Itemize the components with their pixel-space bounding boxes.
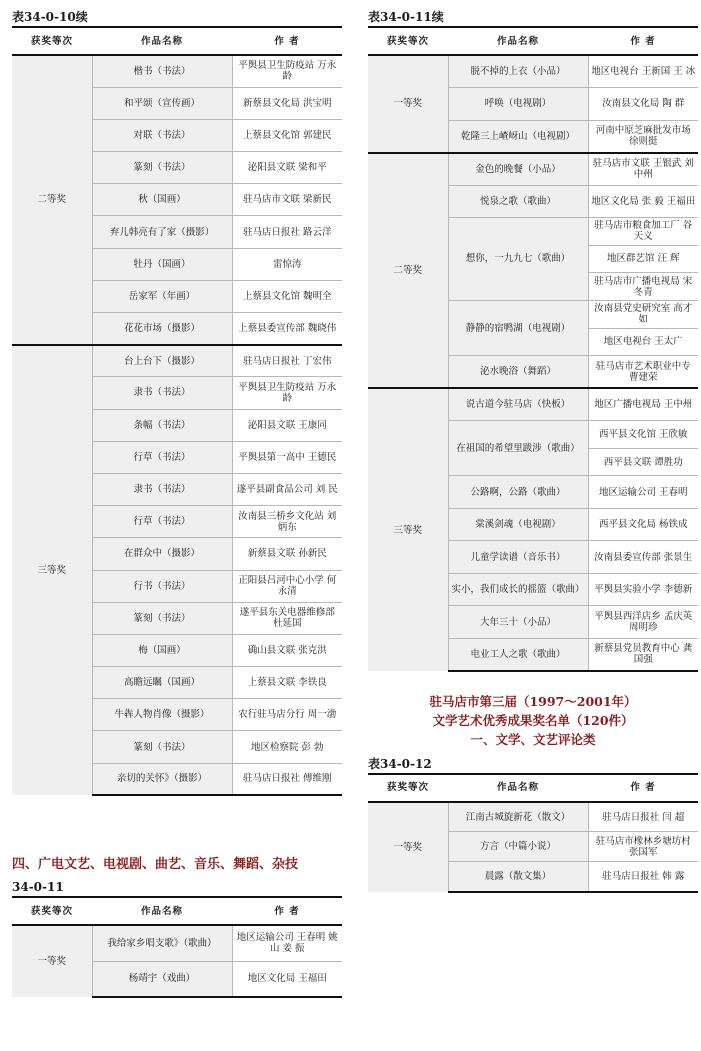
- work-title-cell: 岳家军（年画）: [92, 280, 232, 312]
- author-cell: 地区电视台 王太广: [588, 328, 698, 356]
- author-cell: 地区广播电视局 王中州: [588, 388, 698, 421]
- header-award-level: 获奖等次: [368, 774, 448, 802]
- work-title-cell: 篆刻（书法）: [92, 602, 232, 634]
- author-cell: 平舆县卫生防疫站 万永龄: [232, 55, 342, 87]
- author-cell: 上蔡县文化馆 郭建民: [232, 119, 342, 151]
- work-title-cell: 花花市场（摄影）: [92, 313, 232, 345]
- author-cell: 地区群艺馆 汪 辉: [588, 245, 698, 273]
- author-cell: 遂平县东关电器维修部 杜延国: [232, 602, 342, 634]
- work-title-cell: 公路啊，公路（歌曲）: [448, 476, 588, 509]
- author-cell: 遂平县副食品公司 刘 民: [232, 473, 342, 505]
- work-title-cell: 金色的晚餐（小品）: [448, 153, 588, 186]
- work-title-cell: 弃儿韩亮有了家（摄影）: [92, 216, 232, 248]
- header-work-title: 作品名称: [448, 774, 588, 802]
- work-title-cell: 行书（书法）: [92, 570, 232, 602]
- work-title-cell: 梅（国画）: [92, 634, 232, 666]
- work-title-cell: 我给家乡唱支歌》（歌曲）: [92, 925, 232, 961]
- work-title-cell: 条幅（书法）: [92, 409, 232, 441]
- author-cell: 西平县文化局 杨铁成: [588, 508, 698, 541]
- table-header-row: [12, 27, 342, 55]
- work-title-cell: 在群众中（摄影）: [92, 538, 232, 570]
- award-level-cell: 三等奖: [12, 345, 92, 796]
- work-title-cell: 儿童学读谱（音乐书）: [448, 541, 588, 574]
- header-work-title: 作品名称: [92, 897, 232, 925]
- author-cell: 汝南县党史研究室 高才如: [588, 300, 698, 328]
- author-cell: 汝南县文化局 陶 群: [588, 88, 698, 121]
- author-cell: 地区检察院 彭 勃: [232, 731, 342, 763]
- author-cell: 汝南县委宣传部 张景生: [588, 541, 698, 574]
- author-cell: 驻马店市粮食加工厂 谷天义: [588, 218, 698, 246]
- award-list-title-line1: 驻马店市第三届（1997～2001年）: [429, 693, 637, 709]
- work-title-cell: 牡丹（国画）: [92, 248, 232, 280]
- author-cell: 驻马店市文联 梁新民: [232, 184, 342, 216]
- award-list-title-line2: 文学艺术优秀成果奖名单（120件）: [432, 712, 634, 728]
- author-cell: 地区文化局 王福田: [232, 961, 342, 997]
- work-title-cell: 静静的宿鸭湖（电视剧）: [448, 300, 588, 355]
- award-table-34-0-11: [12, 896, 342, 998]
- author-cell: 驻马店日报社 丁宏伟: [232, 345, 342, 377]
- work-title-cell: 电业工人之歌（歌曲）: [448, 638, 588, 671]
- table-header-row: [368, 27, 698, 55]
- author-cell: 平舆县实验小学 李德新: [588, 573, 698, 606]
- header-award-level: 获奖等次: [12, 897, 92, 925]
- work-title-cell: 悦泉之歌（歌曲）: [448, 185, 588, 218]
- work-title-cell: 杨靖宇（戏曲）: [92, 961, 232, 997]
- work-title-cell: 说古道今驻马店（快板）: [448, 388, 588, 421]
- work-title-cell: 呼唤（电视剧）: [448, 88, 588, 121]
- award-level-cell: 一等奖: [368, 55, 448, 153]
- work-title-cell: 江南古城旋新花（散文）: [448, 802, 588, 832]
- table-header-row: [12, 897, 342, 925]
- work-title-cell: 对联（书法）: [92, 119, 232, 151]
- work-title-cell: 想你，一九九七（歌曲）: [448, 218, 588, 301]
- author-cell: 地区运输公司 王春明 姚 山 姜 振: [232, 925, 342, 961]
- author-cell: 地区文化局 张 毅 王福田: [588, 185, 698, 218]
- header-author: 作 者: [232, 27, 342, 55]
- table-caption-34-0-12: 表34-0-12: [368, 756, 432, 771]
- work-title-cell: 篆刻（书法）: [92, 731, 232, 763]
- header-author: 作 者: [588, 774, 698, 802]
- author-cell: 驻马店市橡林乡塘坊村 张国军: [588, 832, 698, 862]
- author-cell: 泌阳县文联 梁和平: [232, 152, 342, 184]
- author-cell: 农行驻马店分行 周一渤: [232, 699, 342, 731]
- work-title-cell: 和平颂（宣传画）: [92, 87, 232, 119]
- work-title-cell: 牛犇人物肖像（摄影）: [92, 699, 232, 731]
- right-column: [368, 0, 698, 893]
- award-level-cell: 三等奖: [368, 388, 448, 671]
- work-title-cell: 秋（国画）: [92, 184, 232, 216]
- work-title-cell: 在祖国的希望里跋涉（歌曲）: [448, 421, 588, 476]
- table-row: [12, 55, 342, 87]
- award-level-cell: 一等奖: [368, 802, 448, 892]
- author-cell: 平舆县第一高中 王德民: [232, 441, 342, 473]
- author-cell: 新蔡县文联 孙新民: [232, 538, 342, 570]
- work-title-cell: 行草（书法）: [92, 441, 232, 473]
- award-level-cell: 二等奖: [368, 153, 448, 389]
- header-award-level: 获奖等次: [12, 27, 92, 55]
- work-title-cell: 晨露（散文集）: [448, 862, 588, 892]
- work-title-cell: 篆刻（书法）: [92, 152, 232, 184]
- author-cell: 西平县文化馆 王欣敏: [588, 421, 698, 449]
- author-cell: 地区运输公司 王春明: [588, 476, 698, 509]
- author-cell: 新蔡县党员教育中心 龚国强: [588, 638, 698, 671]
- table-caption-34-0-11-cont: 表34-0-11续: [368, 10, 444, 24]
- work-title-cell: 大年三十（小品）: [448, 606, 588, 639]
- work-title-cell: 隶书（书法）: [92, 473, 232, 505]
- table-row: [368, 388, 698, 421]
- work-title-cell: 方言（中篇小说）: [448, 832, 588, 862]
- author-cell: 泌阳县文联 王康同: [232, 409, 342, 441]
- work-title-cell: 隶书（书法）: [92, 377, 232, 409]
- work-title-cell: 行草（书法）: [92, 506, 232, 538]
- work-title-cell: 脱不掉的上衣（小品）: [448, 55, 588, 88]
- author-cell: 平舆县西洋店乡 孟庆英 周明珍: [588, 606, 698, 639]
- award-table-34-0-10-cont: [12, 26, 342, 796]
- author-cell: 上蔡县委宣传部 魏晓伟: [232, 313, 342, 345]
- award-table-34-0-11-cont: [368, 26, 698, 672]
- table-row: [368, 153, 698, 186]
- table-row: [12, 345, 342, 377]
- award-list-title-line3: 一、文学、文艺评论类: [470, 731, 596, 747]
- award-table-34-0-12: [368, 773, 698, 893]
- work-title-cell: 楷书（书法）: [92, 55, 232, 87]
- author-cell: 驻马店市艺术职业中专 曹建荣: [588, 356, 698, 389]
- table-caption-34-0-11: 34-0-11: [12, 880, 64, 894]
- work-title-cell: 亲切的关怀》（摄影）: [92, 763, 232, 795]
- table-header-row: [368, 774, 698, 802]
- author-cell: 驻马店日报社 闫 超: [588, 802, 698, 832]
- work-title-cell: 乾隆三上嵖岈山（电视剧）: [448, 120, 588, 153]
- work-title-cell: 台上台下（摄影）: [92, 345, 232, 377]
- author-cell: 新蔡县文化局 洪宝明: [232, 87, 342, 119]
- author-cell: 驻马店日报社 傅维刚: [232, 763, 342, 795]
- table-row: [368, 55, 698, 88]
- award-level-cell: 一等奖: [12, 925, 92, 997]
- author-cell: 正阳县吕河中心小学 何永清: [232, 570, 342, 602]
- table-caption-34-0-10-cont: 表34-0-10续: [12, 10, 88, 24]
- author-cell: 驻马店市文联 王银武 刘中州: [588, 153, 698, 186]
- author-cell: 汝南县三桥乡文化站 刘炳东: [232, 506, 342, 538]
- author-cell: 河南中原芝麻批发市场 徐则挺: [588, 120, 698, 153]
- author-cell: 地区电视台 王新国 王 冰: [588, 55, 698, 88]
- left-column: [12, 0, 342, 796]
- header-author: 作 者: [588, 27, 698, 55]
- work-title-cell: 泌水晚浴（舞蹈）: [448, 356, 588, 389]
- header-award-level: 获奖等次: [368, 27, 448, 55]
- author-cell: 确山县文联 张克洪: [232, 634, 342, 666]
- author-cell: 平舆县卫生防疫站 万永龄: [232, 377, 342, 409]
- work-title-cell: 高瞻远瞩（国画）: [92, 667, 232, 699]
- author-cell: 雷惊涛: [232, 248, 342, 280]
- section-heading-broadcast-arts: 四、广电文艺、电视剧、曲艺、音乐、舞蹈、杂技: [12, 857, 299, 872]
- author-cell: 驻马店市广播电视局 宋冬青: [588, 273, 698, 301]
- work-title-cell: 实小，我们成长的摇篮（歌曲）: [448, 573, 588, 606]
- header-work-title: 作品名称: [448, 27, 588, 55]
- author-cell: 驻马店日报社 路云洋: [232, 216, 342, 248]
- work-title-cell: 棠溪剑魂（电视剧）: [448, 508, 588, 541]
- header-work-title: 作品名称: [92, 27, 232, 55]
- author-cell: 上蔡县文化馆 魏明全: [232, 280, 342, 312]
- header-author: 作 者: [232, 897, 342, 925]
- left-lower-column: [12, 878, 342, 998]
- author-cell: 西平县文联 谭胜功: [588, 448, 698, 476]
- table-row: [368, 802, 698, 832]
- table-row: [12, 925, 342, 961]
- award-level-cell: 二等奖: [12, 55, 92, 345]
- author-cell: 驻马店日报社 韩 露: [588, 862, 698, 892]
- author-cell: 上蔡县文联 李铁良: [232, 667, 342, 699]
